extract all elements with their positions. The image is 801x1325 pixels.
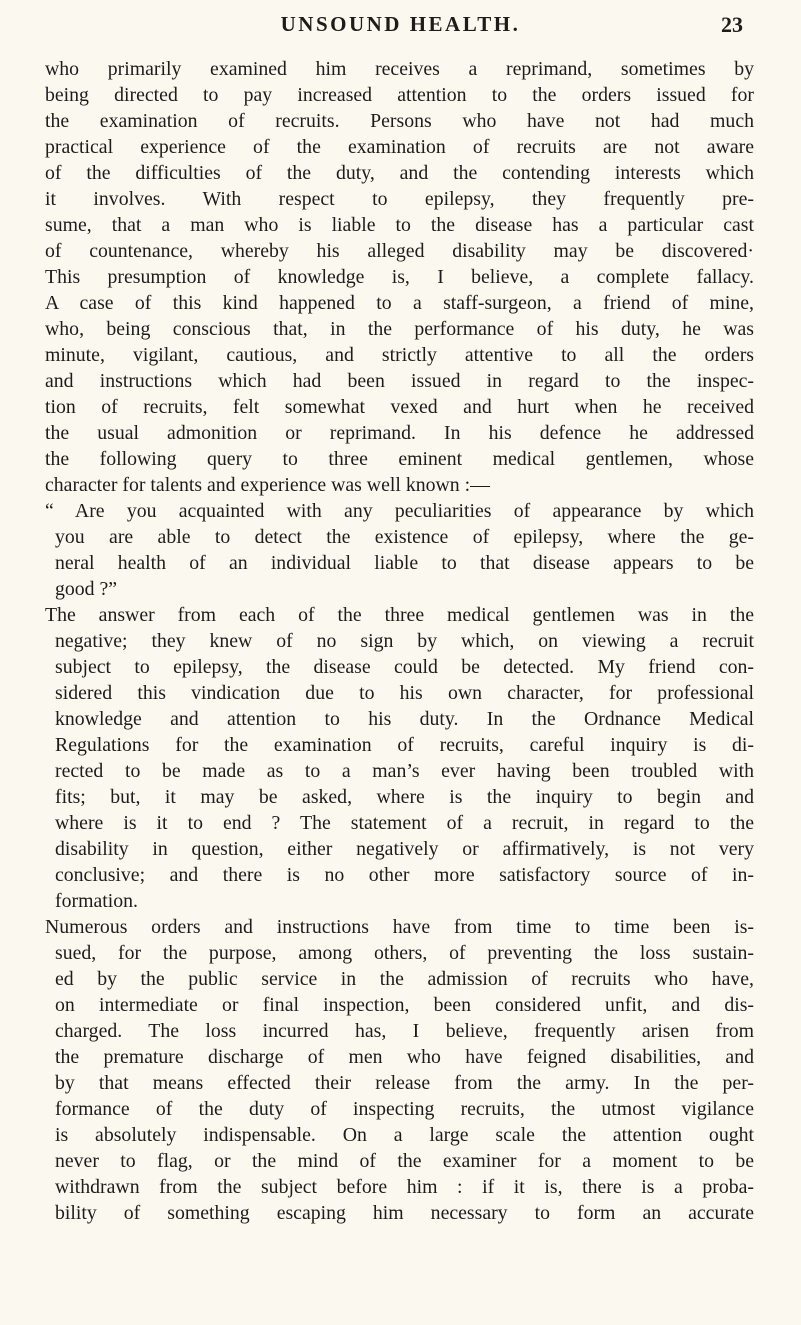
text-line: subject to epilepsy, the disease could be detected. My friend con- (55, 656, 754, 678)
text-line: by that means effected their release from the army. In the per- (55, 1072, 754, 1094)
text-line: rected to be made as to a man’s ever having been troubled with (55, 760, 754, 782)
text-line: it involves. With respect to epilepsy, they frequently pre- (45, 188, 754, 210)
page-number: 23 (721, 12, 743, 37)
text-line: formance of the duty of inspecting recruits, the utmost vigilance (55, 1098, 754, 1120)
text-line: neral health of an individual liable to that disease appears to be (55, 552, 754, 574)
text-line: the premature discharge of men who have feigned disabilities, and (55, 1046, 754, 1068)
text-line: minute, vigilant, cautious, and strictly attentive to all the orders (45, 344, 754, 366)
text-line: who primarily examined him receives a reprimand, sometimes by (45, 58, 754, 80)
text-line: the usual admonition or reprimand. In his defence he addressed (45, 422, 754, 444)
text-line: character for talents and experience was well known :— (45, 474, 490, 496)
text-line: The answer from each of the three medical gentlemen was in the (45, 604, 754, 626)
text-line: the examination of recruits. Persons who have not had much (45, 110, 754, 132)
text-line: bility of something escaping him necessary to form an accurate (55, 1202, 754, 1224)
text-line: tion of recruits, felt somewhat vexed and hurt when he received (45, 396, 754, 418)
text-line: and instructions which had been issued in regard to the inspec- (45, 370, 754, 392)
text-line: of the difficulties of the duty, and the contending interests which (45, 162, 754, 184)
text-line: never to flag, or the mind of the examiner for a moment to be (55, 1150, 754, 1172)
running-head: UNSOUND HEALTH. (280, 12, 521, 36)
text-line: conclusive; and there is no other more satisfactory source of in- (55, 864, 754, 886)
text-line: sued, for the purpose, among others, of preventing the loss sustain- (55, 942, 754, 964)
text-line: This presumption of knowledge is, I believe, a complete fallacy. (45, 266, 754, 288)
text-line: A case of this kind happened to a staff-surgeon, a friend of mine, (45, 292, 754, 314)
text-line: Regulations for the examination of recruits, careful inquiry is di- (55, 734, 754, 756)
text-line: where is it to end ? The statement of a recruit, in regard to the (55, 812, 754, 834)
text-line: Numerous orders and instructions have from time to time been is- (45, 916, 754, 938)
text-line: charged. The loss incurred has, I believe, frequently arisen from (55, 1020, 754, 1042)
text-line: the following query to three eminent medical gentlemen, whose (45, 448, 754, 470)
text-line: practical experience of the examination of recruits are not aware (45, 136, 754, 158)
text-line: you are able to detect the existence of epilepsy, where the ge- (55, 526, 754, 548)
text-line: who, being conscious that, in the performance of his duty, he was (45, 318, 754, 340)
text-line: ed by the public service in the admission of recruits who have, (55, 968, 754, 990)
text-line: “ Are you acquainted with any peculiarities of appearance by which (45, 500, 754, 522)
text-line: withdrawn from the subject before him : if it is, there is a proba- (55, 1176, 754, 1198)
text-line: on intermediate or final inspection, been considered unfit, and dis- (55, 994, 754, 1016)
text-line: of countenance, whereby his alleged disability may be discovered· (45, 240, 754, 262)
text-line: sidered this vindication due to his own character, for professional (55, 682, 754, 704)
text-line: being directed to pay increased attention to the orders issued for (45, 84, 754, 106)
text-line: formation. (55, 890, 138, 912)
text-line: disability in question, either negatively or affirmatively, is not very (55, 838, 754, 860)
text-line: sume, that a man who is liable to the disease has a particular cast (45, 214, 754, 236)
page-header (0, 12, 801, 42)
text-line: knowledge and attention to his duty. In the Ordnance Medical (55, 708, 754, 730)
text-line: is absolutely indispensable. On a large scale the attention ought (55, 1124, 754, 1146)
text-line: fits; but, it may be asked, where is the inquiry to begin and (55, 786, 754, 808)
text-line: negative; they knew of no sign by which, on viewing a recruit (55, 630, 754, 652)
text-line: good ?” (55, 578, 118, 600)
